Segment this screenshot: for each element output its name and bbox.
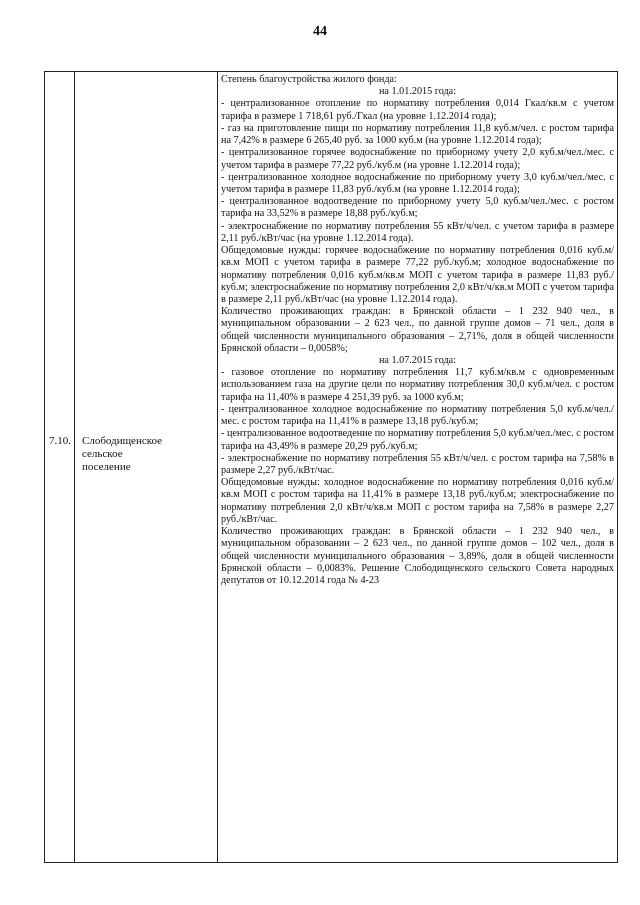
settlement-name bbox=[82, 435, 216, 474]
paragraph: - централизованное отопление по нормативу потребления 0,014 Гкал/кв.м с учетом тарифа в размере 1 718,61 руб./Гкал (на уровне 1.12.2014 года); bbox=[221, 98, 614, 122]
date-heading-2: на 1.07.2015 года: bbox=[378, 355, 457, 367]
data-table bbox=[44, 71, 618, 863]
paragraph: Количество проживающих граждан: в Брянской области – 1 232 940 чел., в муниципальном образовании – 2 623 чел., по данной группе домов – 71 чел., доля в общей численности муниципального образования – 2,71%, доля в общей численности Брянской области – 0,0058%; bbox=[221, 306, 614, 354]
settlement-name-cell bbox=[75, 72, 218, 862]
paragraph: - централизованное водоотведение по нормативу потребления 5,0 куб.м/чел./мес. с ростом тарифа на 43,49% в размере 20,29 руб./куб.м; bbox=[221, 428, 614, 452]
paragraph: - электроснабжение по нормативу потребления 55 кВт/ч/чел. с ростом тарифа на 7,58% в размере 2,27 руб./кВт/час. bbox=[221, 452, 614, 476]
paragraph: Общедомовые нужды: горячее водоснабжение по нормативу потребления 0,016 куб.м/кв.м МОП с учетом тарифа в размере 77,22 руб./куб.м; холодное водоснабжение по нормативу потребления 0,016 куб.м/кв.м МОП с учетом тарифа в размере 11,83 руб./куб.м; электроснабжение по нормативу потребления 2,0 кВт/ч/кв.м МОП с учетом тарифа в размере 2,11 руб./кВт/час (на уровне 1.12.2014 года). bbox=[221, 245, 614, 305]
paragraph: - электроснабжение по нормативу потребления 55 кВт/ч/чел. с учетом тарифа в размере 2,11 руб./кВт/час (на уровне 1.12.2014 года). bbox=[221, 220, 614, 244]
description-cell bbox=[218, 72, 617, 862]
paragraph: - газ на приготовление пищи по нормативу потребления 11,8 куб.м/чел. с ростом тарифа на 7,42% в размере 6 265,40 руб. за 1000 куб.м (на уровне 1.12.2014 года); bbox=[221, 122, 614, 147]
date-heading-1: на 1.01.2015 года: bbox=[378, 86, 457, 98]
settlement-name-line: Слободищенское bbox=[82, 435, 163, 447]
paragraph: - централизованное водоотведение по приборному учету 5,0 куб.м/чел./мес. с ростом тарифа на 33,52% в размере 18,88 руб./куб.м; bbox=[221, 196, 614, 220]
paragraph: - газовое отопление по нормативу потребления 11,7 куб.м/кв.м с одновременным использованием газа на другие цели по нормативу потребления 30,0 куб.м/чел. с ростом тарифа на 11,40% в размере 4 251,39 руб. за 1000 куб.м; bbox=[221, 367, 614, 403]
row-number-cell bbox=[45, 72, 75, 862]
settlement-name-line: поселение bbox=[82, 461, 131, 473]
page-number: 44 bbox=[313, 24, 327, 39]
paragraph: Общедомовые нужды: холодное водоснабжение по нормативу потребления 0,016 куб.м/кв.м МОП с ростом тарифа на 11,41% в размере 13,18 руб./куб.м; электроснабжение по нормативу потребления 2,0 кВт/ч/кв.м МОП с ростом тарифа на 7,58% в размере 2,27 руб./кВт/час. bbox=[221, 477, 614, 525]
paragraph: - централизованное горячее водоснабжение по приборному учету 2,0 куб.м/чел./мес. с учетом тарифа в размере 77,22 руб./куб.м (на уровне 1.12.2014 года); bbox=[221, 147, 614, 171]
paragraph: Количество проживающих граждан: в Брянской области – 1 232 940 чел., в муниципальном образовании – 2 623 чел., по данной группе домов – 102 чел., доля в общей численности муниципального образования – 3,89%, доля в общей численности Брянской области – 0,0083%. Решение Слободищенского сельского Совета народных депутатов от 10.12.2014 года № 4-23 bbox=[221, 526, 614, 586]
section-heading: Степень благоустройства жилого фонда: bbox=[221, 74, 397, 85]
paragraph: - централизованное холодное водоснабжение по приборному учету 3,0 куб.м/чел./мес. с учетом тарифа в размере 11,83 руб./куб.м (на уровне 1.12.2014 года); bbox=[221, 171, 614, 195]
paragraph: - централизованное холодное водоснабжение по нормативу потребления 5,0 куб.м/чел./мес. с ростом тарифа на 11,41% в размере 13,18 руб./куб.м; bbox=[221, 403, 614, 428]
settlement-name-line: сельское bbox=[82, 448, 123, 460]
row-number: 7.10. bbox=[49, 435, 71, 447]
